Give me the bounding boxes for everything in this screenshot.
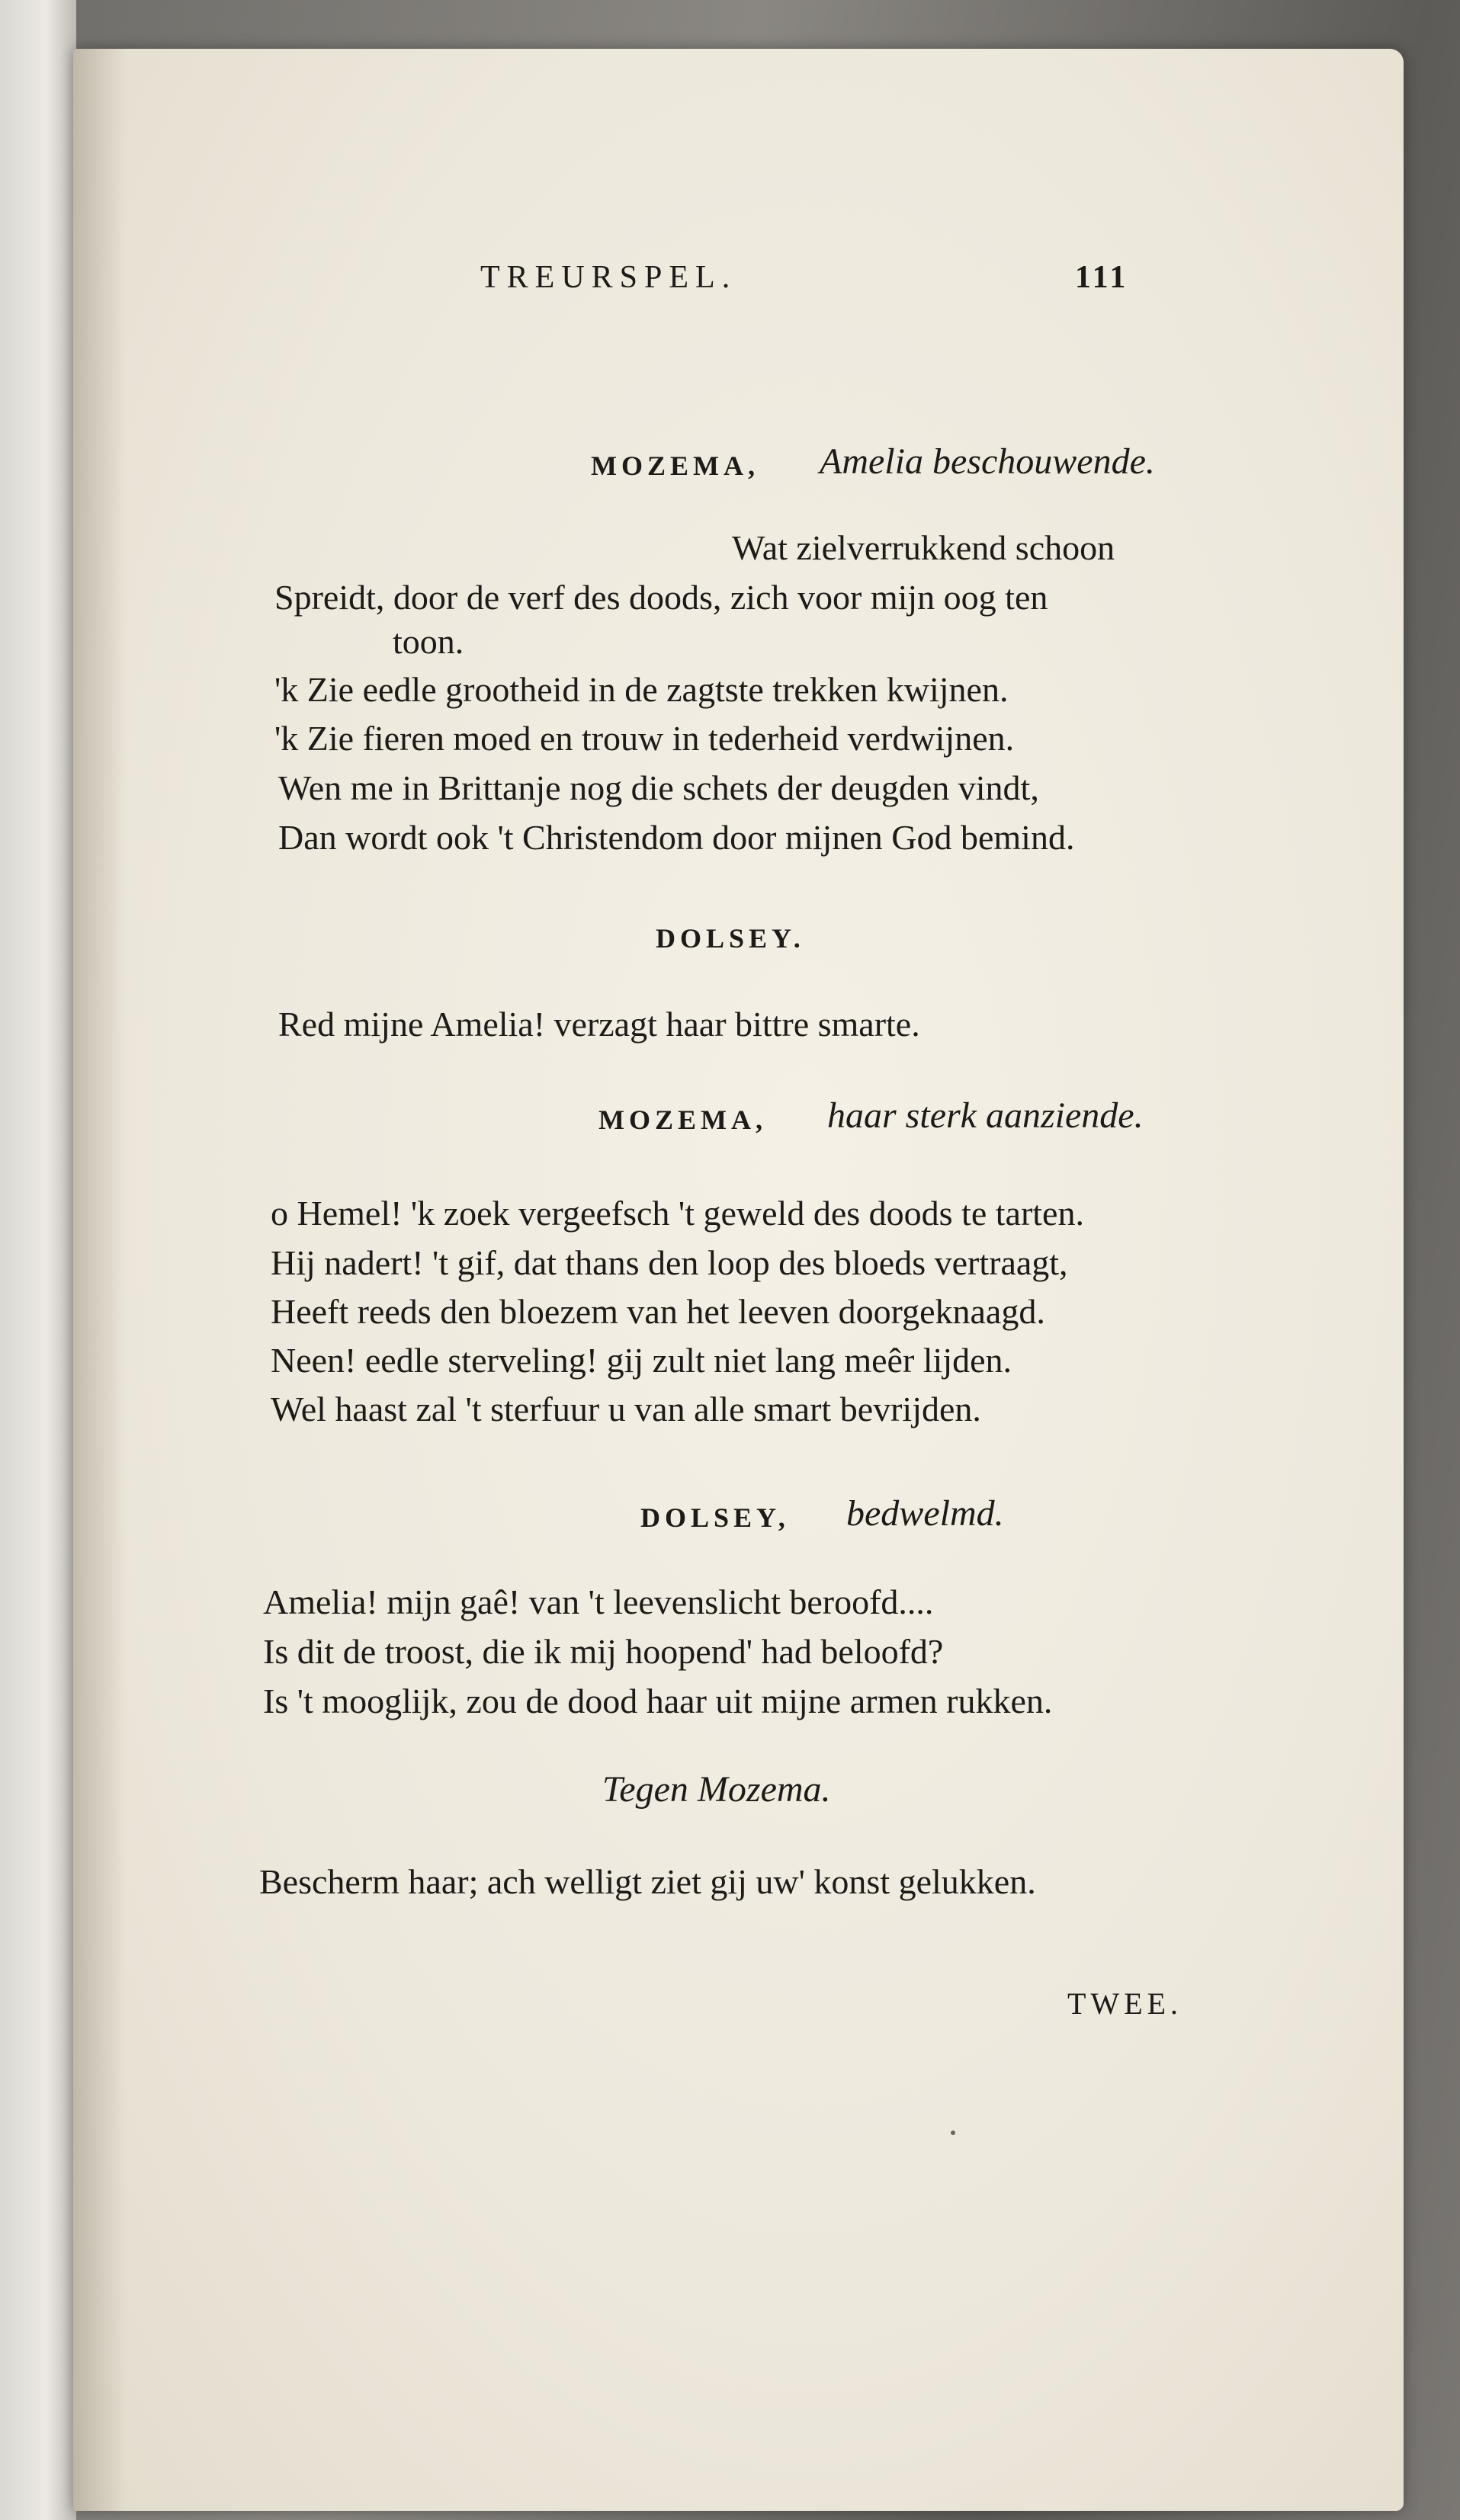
verse-line: Is dit de troost, die ik mij hoopend' had beloofd?: [263, 1632, 944, 1671]
speaker-name: DOLSEY,: [640, 1502, 790, 1533]
page-number: 111: [1075, 260, 1129, 295]
verse-line: 'k Zie fieren moed en trouw in tederheid verdwijnen.: [274, 719, 1015, 758]
facing-page-edge: [0, 0, 76, 2520]
stage-direction: bedwelmd.: [846, 1493, 1004, 1534]
verse-line: Hij nadert! 't gif, dat thans den loop des bloeds vertraagt,: [271, 1243, 1068, 1282]
verse-line: Wen me in Brittanje nog die schets der deugden vindt,: [278, 768, 1039, 807]
page-gutter-shadow: [73, 49, 127, 2511]
verse-line: toon.: [393, 622, 464, 661]
verse-line: Amelia! mijn gaê! van 't leevenslicht beroofd....: [263, 1582, 934, 1621]
speaker-name: MOZEMA,: [598, 1105, 767, 1135]
speaker-name: MOZEMA,: [591, 450, 759, 481]
stage-direction: Amelia beschouwende.: [820, 441, 1155, 482]
verse-line: Bescherm haar; ach welligt ziet gij uw' konst gelukken.: [259, 1862, 1036, 1901]
verse-line: Is 't mooglijk, zou de dood haar uit mijne armen rukken.: [263, 1682, 1053, 1720]
verse-line: Heeft reeds den bloezem van het leeven doorgeknaagd.: [271, 1292, 1045, 1331]
speaker-name: DOLSEY.: [656, 923, 805, 954]
paper-speck: [951, 2130, 955, 2135]
running-head-title: TREURSPEL.: [480, 260, 737, 295]
catchword: TWEE.: [1067, 1986, 1183, 2021]
verse-line: Wel haast zal 't sterfuur u van alle smart bevrijden.: [271, 1390, 981, 1428]
stage-direction: Tegen Mozema.: [602, 1769, 831, 1810]
verse-line: o Hemel! 'k zoek vergeefsch 't geweld des doods te tarten.: [271, 1194, 1084, 1233]
verse-line: Dan wordt ook 't Christendom door mijnen God bemind.: [278, 818, 1075, 857]
verse-line: Wat zielverrukkend schoon: [732, 528, 1115, 567]
verse-line: Neen! eedle sterveling! gij zult niet lang meêr lijden.: [271, 1341, 1012, 1380]
verse-line: 'k Zie eedle grootheid in de zagtste trekken kwijnen.: [274, 670, 1009, 709]
verse-line: Spreidt, door de verf des doods, zich voor mijn oog ten: [274, 578, 1048, 617]
verse-line: Red mijne Amelia! verzagt haar bittre smarte.: [278, 1005, 920, 1044]
stage-direction: haar sterk aanziende.: [827, 1095, 1144, 1136]
